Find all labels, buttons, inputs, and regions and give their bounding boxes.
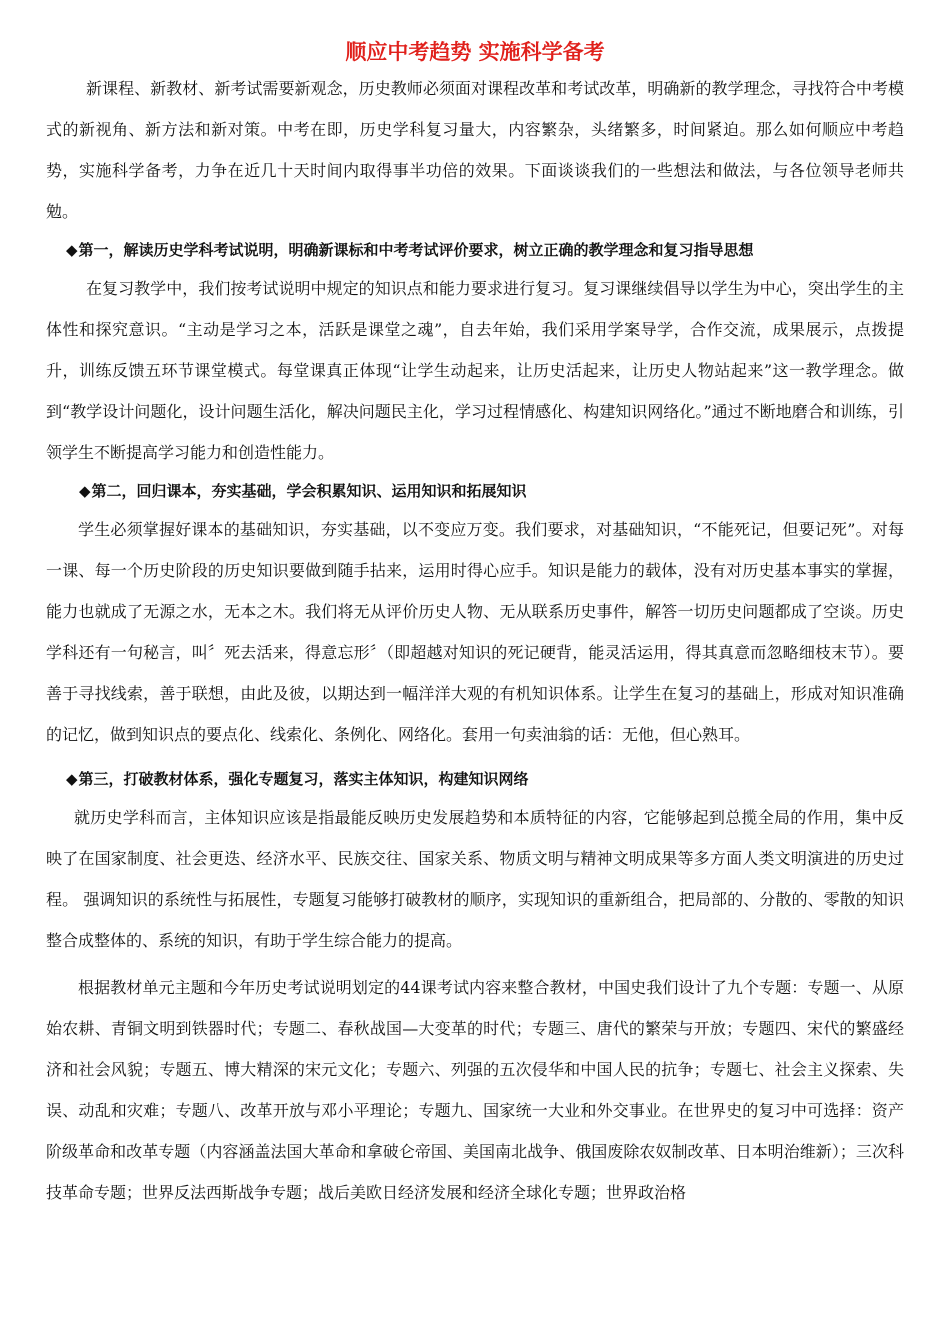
document-title: 顺应中考趋势 实施科学备考 (345, 40, 605, 64)
section-1-paragraph: 在复习教学中，我们按考试说明中规定的知识点和能力要求进行复习。复习课继续倡导以学生为中心，突出学生的主体性和探究意识。“主动是学习之本，活跃是课堂之魂”，自去年始，我们采用学案导学，合作交流，成果展示，点拨提升，训练反馈五环节课堂模式。每堂课真正体现“让学生动起来，让历史活起来，让历史人物站起来”这一教学理念。做到“教学设计问题化，设计问题生活化，解决问题民主化，学习过程情感化、构建知识网络化。”通过不断地磨合和训练，引领学生不断提高学习能力和创造性能力。 (46, 279, 904, 462)
section-3-paragraph-1: 就历史学科而言，主体知识应该是指最能反映历史发展趋势和本质特征的内容，它能够起到总揽全局的作用，集中反映了在国家制度、社会更迭、经济水平、民族交往、国家关系、物质文明与精神文明成果等多方面人类文明演进的历史过程。 强调知识的系统性与拓展性，专题复习能够打破教材的顺序，实现知识的重新组合，把局部的、分散的、零散的知识整合成整体的、系统的知识，有助于学生综合能力的提高。 (46, 808, 904, 950)
section-heading-text: 第一，解读历史学科考试说明，明确新课标和中考考试评价要求，树立正确的教学理念和复习指导思想 (78, 241, 754, 259)
section-heading-1 (46, 232, 904, 268)
section-heading-3 (46, 761, 904, 797)
section-heading-text: 第三，打破教材体系，强化专题复习，落实主体知识，构建知识网络 (78, 770, 529, 788)
section-heading-text: 第二，回归课本，夯实基础，学会积累知识、运用知识和拓展知识 (91, 482, 527, 500)
section-2-paragraph: 学生必须掌握好课本的基础知识，夯实基础，以不变应万变。我们要求，对基础知识，“不能死记，但要记死”。对每一课、每一个历史阶段的历史知识要做到随手拈来，运用时得心应手。知识是能力的载体，没有对历史基本事实的掌握，能力也就成了无源之水，无本之木。我们将无从评价历史人物、无从联系历史事件，解答一切历史问题都成了空谈。历史学科还有一句秘言，叫〞死去活来，得意忘形〞（即超越对知识的死记硬背，能灵活运用，得其真意而忽略细枝末节）。要善于寻找线索，善于联想，由此及彼，以期达到一幅洋洋大观的有机知识体系。让学生在复习的基础上，形成对知识准确的记忆，做到知识点的要点化、线索化、条例化、网络化。套用一句卖油翁的话：无他，但心熟耳。 (46, 520, 904, 744)
diamond-bullet-icon: ◆ (79, 482, 91, 500)
section-heading-2 (46, 473, 904, 509)
intro-paragraph: 新课程、新教材、新考试需要新观念，历史教师必须面对课程改革和考试改革，明确新的教学理念，寻找符合中考模式的新视角、新方法和新对策。中考在即，历史学科复习量大，内容繁杂，头绪繁多，时间紧迫。那么如何顺应中考趋势，实施科学备考，力争在近几十天时间内取得事半功倍的效果。下面谈谈我们的一些想法和做法，与各位领导老师共勉。 (46, 79, 904, 221)
diamond-bullet-icon: ◆ (66, 241, 78, 259)
diamond-bullet-icon: ◆ (66, 770, 78, 788)
section-3-paragraph-2: 根据教材单元主题和今年历史考试说明划定的44课考试内容来整合教材，中国史我们设计了九个专题：专题一、从原始农耕、青铜文明到铁器时代；专题二、春秋战国—大变革的时代；专题三、唐代的繁荣与开放；专题四、宋代的繁盛经济和社会风貌；专题五、博大精深的宋元文化；专题六、列强的五次侵华和中国人民的抗争；专题七、社会主义探索、失误、动乱和灾难；专题八、改革开放与邓小平理论；专题九、国家统一大业和外交事业。在世界史的复习中可选择：资产阶级革命和改革专题（内容涵盖法国大革命和拿破仑帝国、美国南北战争、俄国废除农奴制改革、日本明治维新）；三次科技革命专题；世界反法西斯战争专题；战后美欧日经济发展和经济全球化专题；世界政治格 (46, 978, 904, 1202)
